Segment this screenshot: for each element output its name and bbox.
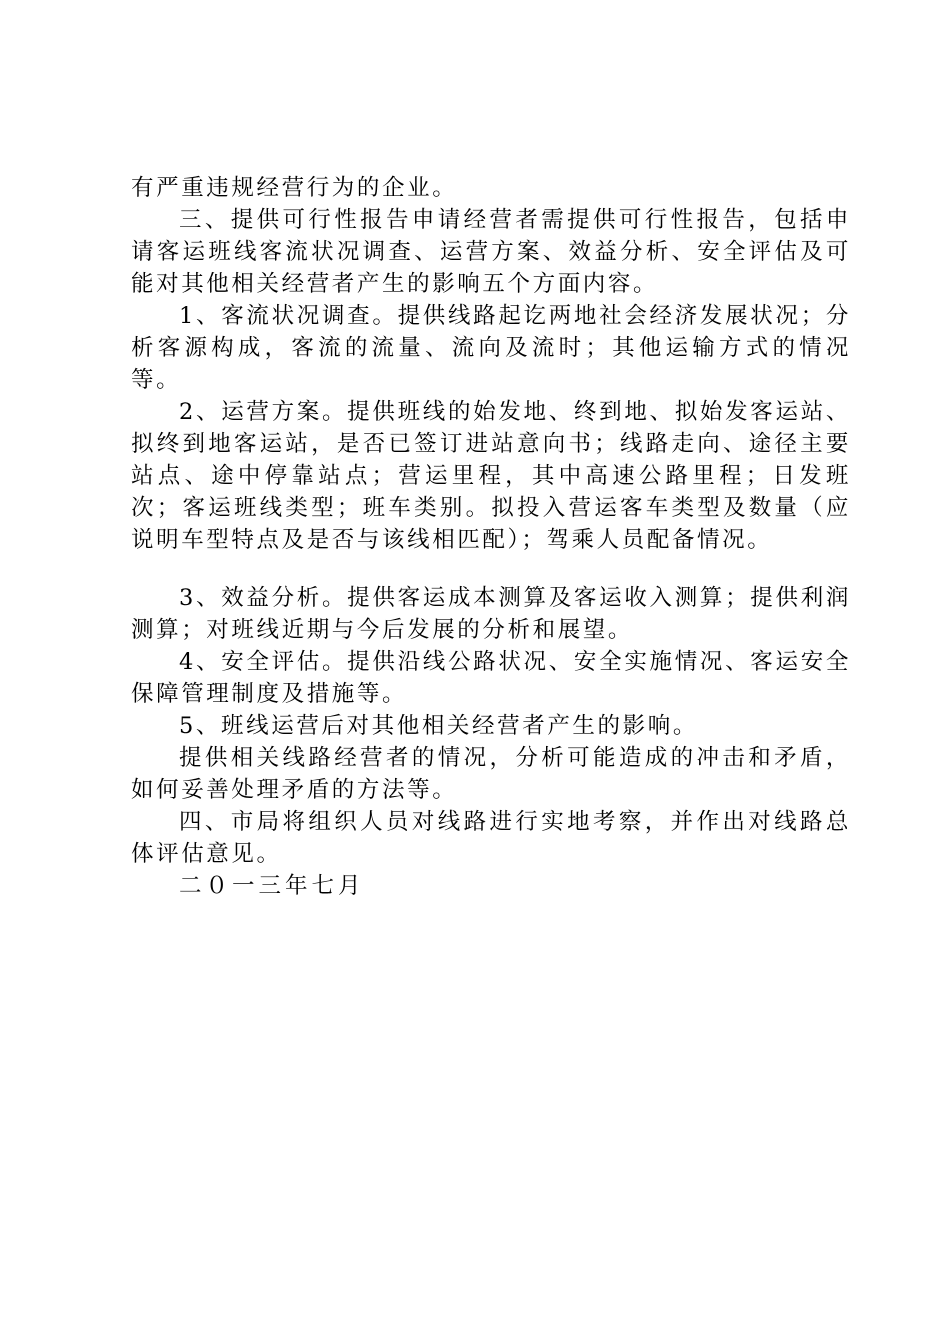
paragraph-item-1: 1、客流状况调查。提供线路起讫两地社会经济发展状况；分析客源构成，客流的流量、流向及流时；其他运输方式的情况等。	[131, 303, 851, 393]
paragraph-section-four: 四、市局将组织人员对线路进行实地考察，并作出对线路总体评估意见。	[131, 809, 851, 867]
paragraph-continuation: 有严重违规经营行为的企业。	[131, 175, 458, 201]
document-date: 二０一三年七月	[179, 873, 365, 899]
paragraph-item-3: 3、效益分析。提供客运成本测算及客运收入测算；提供利润测算；对班线近期与今后发展的分析和展望。	[131, 585, 851, 643]
paragraph-section-three: 三、提供可行性报告申请经营者需提供可行性报告，包括申请客运班线客流状况调查、运营方案、效益分析、安全评估及可能对其他相关经营者产生的影响五个方面内容。	[131, 207, 851, 297]
paragraph-item-2: 2、运营方案。提供班线的始发地、终到地、拟始发客运站、拟终到地客运站，是否已签订进站意向书；线路走向、途径主要站点、途中停靠站点；营运里程，其中高速公路里程；日发班次；客运班线类型；班车类别。拟投入营运客车类型及数量（应说明车型特点及是否与该线相匹配）；驾乘人员配备情况。	[131, 399, 851, 553]
document-body	[131, 172, 851, 902]
paragraph-item-5: 5、班线运营后对其他相关经营者产生的影响。	[179, 713, 698, 739]
paragraph-item-4: 4、安全评估。提供沿线公路状况、安全实施情况、客运安全保障管理制度及措施等。	[131, 649, 851, 707]
paragraph-item-5-detail: 提供相关线路经营者的情况，分析可能造成的冲击和矛盾，如何妥善处理矛盾的方法等。	[131, 745, 851, 803]
